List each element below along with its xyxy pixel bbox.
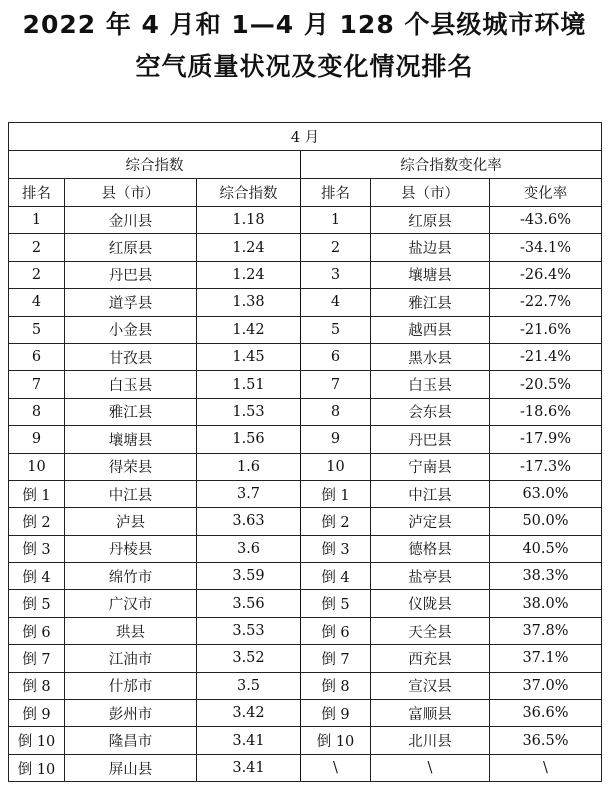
cell-county-left: 白玉县	[65, 371, 197, 398]
cell-county-right: 天全县	[371, 617, 490, 644]
cell-county-right: 丹巴县	[371, 426, 490, 453]
cell-rank-right: 8	[301, 398, 371, 425]
cell-change-rate: -21.4%	[490, 343, 602, 370]
cell-county-left: 小金县	[65, 316, 197, 343]
cell-change-rate: 38.0%	[490, 590, 602, 617]
cell-county-right: 会东县	[371, 398, 490, 425]
table-row	[9, 398, 602, 425]
cell-composite-index: 1.18	[197, 207, 301, 234]
cell-composite-index: 1.53	[197, 398, 301, 425]
cell-composite-index: 1.38	[197, 289, 301, 316]
cell-rank-left: 4	[9, 289, 65, 316]
column-header-county-left: 县（市）	[65, 179, 197, 207]
cell-change-rate: -22.7%	[490, 289, 602, 316]
cell-county-left: 屏山县	[65, 754, 197, 781]
table-row	[9, 535, 602, 562]
cell-change-rate: 36.6%	[490, 700, 602, 727]
table-body	[9, 207, 602, 782]
cell-county-left: 甘孜县	[65, 343, 197, 370]
cell-change-rate: -17.9%	[490, 426, 602, 453]
cell-composite-index: 3.41	[197, 754, 301, 781]
cell-rank-right: 倒 6	[301, 617, 371, 644]
cell-rank-right: 倒 7	[301, 645, 371, 672]
cell-rank-right: 7	[301, 371, 371, 398]
table-row	[9, 261, 602, 288]
table-row	[9, 207, 602, 234]
column-header-rank-right: 排名	[301, 179, 371, 207]
cell-rank-right: 倒 8	[301, 672, 371, 699]
cell-change-rate: 38.3%	[490, 563, 602, 590]
cell-change-rate: -26.4%	[490, 261, 602, 288]
cell-rank-right: 倒 3	[301, 535, 371, 562]
table-row	[9, 343, 602, 370]
cell-county-left: 绵竹市	[65, 563, 197, 590]
cell-county-right: 仪陇县	[371, 590, 490, 617]
cell-rank-right: 9	[301, 426, 371, 453]
cell-rank-left: 倒 2	[9, 508, 65, 535]
cell-composite-index: 1.24	[197, 261, 301, 288]
cell-rank-left: 5	[9, 316, 65, 343]
column-header-row	[9, 179, 602, 207]
cell-county-right: 壤塘县	[371, 261, 490, 288]
table-row	[9, 617, 602, 644]
change-rate-group-header: 综合指数变化率	[301, 151, 602, 179]
period-header-row	[9, 123, 602, 151]
period-header: 4 月	[9, 123, 602, 151]
cell-composite-index: 1.56	[197, 426, 301, 453]
cell-county-right: 盐亭县	[371, 563, 490, 590]
cell-rank-right: \	[301, 754, 371, 781]
table-row	[9, 508, 602, 535]
cell-county-right: 富顺县	[371, 700, 490, 727]
cell-county-left: 壤塘县	[65, 426, 197, 453]
cell-rank-right: 2	[301, 234, 371, 261]
cell-rank-right: 倒 5	[301, 590, 371, 617]
table-row	[9, 700, 602, 727]
cell-rank-right: 6	[301, 343, 371, 370]
table-row	[9, 672, 602, 699]
cell-composite-index: 1.24	[197, 234, 301, 261]
table-row	[9, 234, 602, 261]
cell-county-left: 金川县	[65, 207, 197, 234]
cell-rank-left: 倒 5	[9, 590, 65, 617]
cell-county-right: 白玉县	[371, 371, 490, 398]
table-row	[9, 316, 602, 343]
cell-change-rate: -43.6%	[490, 207, 602, 234]
cell-composite-index: 3.52	[197, 645, 301, 672]
cell-rank-right: 倒 1	[301, 480, 371, 507]
column-header-county-right: 县（市）	[371, 179, 490, 207]
cell-composite-index: 1.45	[197, 343, 301, 370]
cell-county-right: 宁南县	[371, 453, 490, 480]
cell-rank-right: 倒 4	[301, 563, 371, 590]
cell-change-rate: 63.0%	[490, 480, 602, 507]
table-row	[9, 727, 602, 754]
cell-rank-left: 倒 10	[9, 754, 65, 781]
table-row	[9, 563, 602, 590]
cell-county-right: 西充县	[371, 645, 490, 672]
cell-rank-left: 7	[9, 371, 65, 398]
cell-county-left: 广汉市	[65, 590, 197, 617]
cell-county-left: 道孚县	[65, 289, 197, 316]
cell-county-right: 宣汉县	[371, 672, 490, 699]
cell-county-left: 江油市	[65, 645, 197, 672]
cell-rank-right: 倒 2	[301, 508, 371, 535]
cell-county-left: 彭州市	[65, 700, 197, 727]
cell-rank-left: 倒 8	[9, 672, 65, 699]
cell-county-left: 什邡市	[65, 672, 197, 699]
cell-composite-index: 3.56	[197, 590, 301, 617]
cell-change-rate: -18.6%	[490, 398, 602, 425]
cell-composite-index: 3.63	[197, 508, 301, 535]
cell-county-right: 红原县	[371, 207, 490, 234]
column-header-index: 综合指数	[197, 179, 301, 207]
cell-county-right: 中江县	[371, 480, 490, 507]
cell-composite-index: 1.51	[197, 371, 301, 398]
cell-rank-right: 5	[301, 316, 371, 343]
cell-rank-right: 1	[301, 207, 371, 234]
cell-county-left: 中江县	[65, 480, 197, 507]
table-row	[9, 754, 602, 781]
cell-rank-right: 倒 9	[301, 700, 371, 727]
cell-change-rate: -17.3%	[490, 453, 602, 480]
cell-rank-right: 倒 10	[301, 727, 371, 754]
table-row	[9, 590, 602, 617]
table-row	[9, 371, 602, 398]
cell-composite-index: 3.7	[197, 480, 301, 507]
group-header-row	[9, 151, 602, 179]
cell-rank-left: 倒 4	[9, 563, 65, 590]
cell-rank-left: 倒 10	[9, 727, 65, 754]
table-row	[9, 426, 602, 453]
cell-rank-right: 3	[301, 261, 371, 288]
table-row	[9, 289, 602, 316]
cell-county-left: 丹棱县	[65, 535, 197, 562]
cell-county-right: 雅江县	[371, 289, 490, 316]
cell-county-right: 越西县	[371, 316, 490, 343]
page-title-line-1: 2022 年 4 月和 1—4 月 128 个县级城市环境	[22, 10, 587, 39]
cell-composite-index: 3.6	[197, 535, 301, 562]
cell-composite-index: 1.42	[197, 316, 301, 343]
composite-index-group-header: 综合指数	[9, 151, 301, 179]
table-row	[9, 453, 602, 480]
cell-rank-left: 倒 3	[9, 535, 65, 562]
cell-county-left: 雅江县	[65, 398, 197, 425]
cell-rank-right: 10	[301, 453, 371, 480]
table-row	[9, 480, 602, 507]
cell-change-rate: 37.0%	[490, 672, 602, 699]
cell-rank-left: 2	[9, 261, 65, 288]
cell-rank-left: 9	[9, 426, 65, 453]
cell-rank-left: 1	[9, 207, 65, 234]
cell-rank-left: 10	[9, 453, 65, 480]
column-header-change-rate: 变化率	[490, 179, 602, 207]
cell-change-rate: -21.6%	[490, 316, 602, 343]
cell-county-left: 得荣县	[65, 453, 197, 480]
cell-composite-index: 3.53	[197, 617, 301, 644]
cell-composite-index: 1.6	[197, 453, 301, 480]
cell-change-rate: -34.1%	[490, 234, 602, 261]
cell-rank-left: 6	[9, 343, 65, 370]
cell-change-rate: 50.0%	[490, 508, 602, 535]
cell-rank-right: 4	[301, 289, 371, 316]
cell-change-rate: 37.1%	[490, 645, 602, 672]
cell-county-right: 黑水县	[371, 343, 490, 370]
cell-change-rate: 36.5%	[490, 727, 602, 754]
cell-county-right: 盐边县	[371, 234, 490, 261]
cell-county-left: 隆昌市	[65, 727, 197, 754]
cell-county-left: 丹巴县	[65, 261, 197, 288]
cell-change-rate: 40.5%	[490, 535, 602, 562]
cell-county-right: 北川县	[371, 727, 490, 754]
cell-composite-index: 3.59	[197, 563, 301, 590]
cell-rank-left: 倒 6	[9, 617, 65, 644]
cell-composite-index: 3.5	[197, 672, 301, 699]
table-row	[9, 645, 602, 672]
column-header-rank-left: 排名	[9, 179, 65, 207]
cell-county-left: 泸县	[65, 508, 197, 535]
page-title-line-2: 空气质量状况及变化情况排名	[135, 52, 474, 81]
cell-rank-left: 2	[9, 234, 65, 261]
cell-rank-left: 8	[9, 398, 65, 425]
cell-county-left: 红原县	[65, 234, 197, 261]
cell-county-right: 德格县	[371, 535, 490, 562]
cell-change-rate: 37.8%	[490, 617, 602, 644]
cell-change-rate: \	[490, 754, 602, 781]
cell-rank-left: 倒 7	[9, 645, 65, 672]
cell-composite-index: 3.41	[197, 727, 301, 754]
cell-county-right: 泸定县	[371, 508, 490, 535]
cell-change-rate: -20.5%	[490, 371, 602, 398]
cell-county-right: \	[371, 754, 490, 781]
cell-rank-left: 倒 9	[9, 700, 65, 727]
cell-rank-left: 倒 1	[9, 480, 65, 507]
ranking-table	[8, 122, 602, 782]
cell-composite-index: 3.42	[197, 700, 301, 727]
cell-county-left: 珙县	[65, 617, 197, 644]
